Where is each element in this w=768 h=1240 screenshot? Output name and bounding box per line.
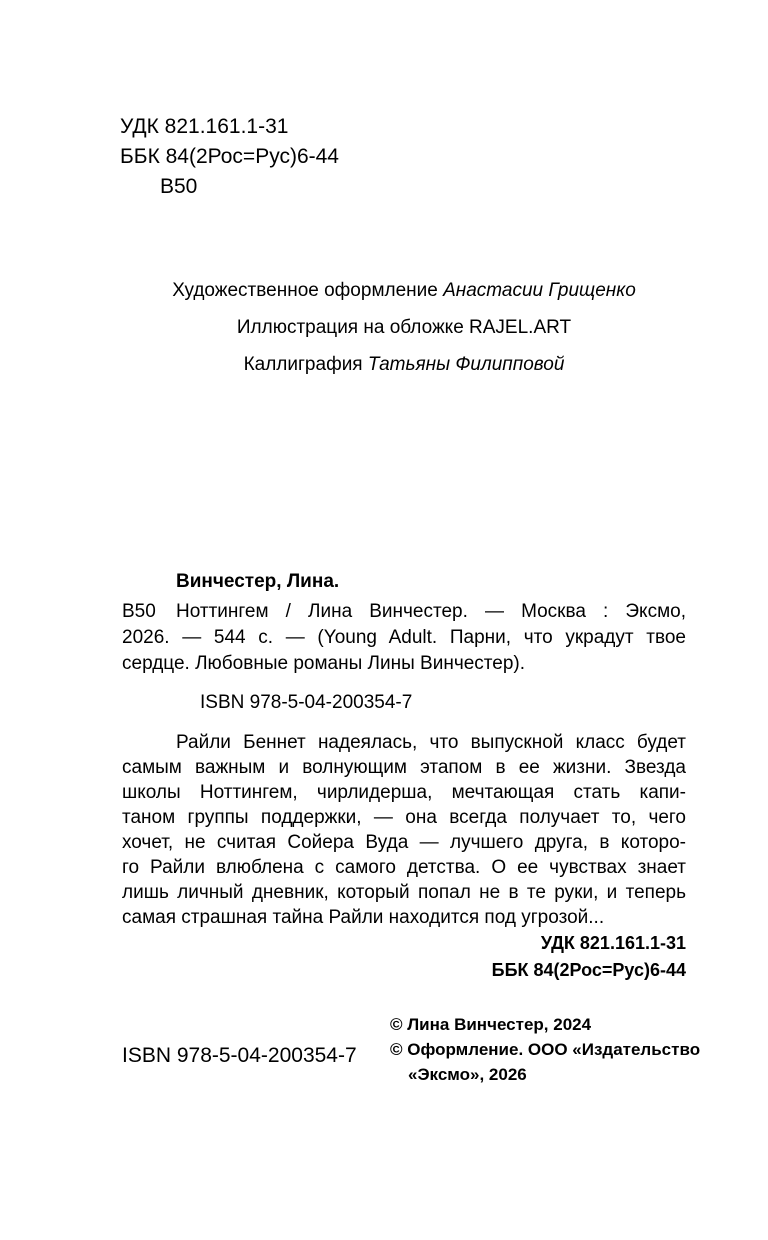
credit-art-direction <box>122 272 686 309</box>
credit-calligraphy-label: Каллиграфия <box>243 354 368 375</box>
credit-calligraphy <box>122 346 686 383</box>
annotation-line: Райли Беннет надеялась, что выпускной класс будет <box>176 732 686 753</box>
credit-calligraphy-name: Татьяны Филипповой <box>367 354 565 375</box>
top-codes-block <box>120 112 339 202</box>
author-sign-code: В50 <box>160 175 198 198</box>
catalog-isbn: ISBN 978-5-04-200354-7 <box>200 692 413 713</box>
credits-block <box>122 272 686 383</box>
copyright-author-line: © Лина Винчестер, 2024 <box>390 1015 592 1034</box>
bottom-codes-block <box>492 930 686 984</box>
credit-art-direction-name: Анастасии Грищенко <box>443 280 636 301</box>
credit-cover-illustration <box>122 309 686 346</box>
catalog-card-block <box>122 568 686 930</box>
catalog-author-heading: Винчестер, Лина. <box>176 571 340 592</box>
annotation-paragraph <box>122 730 686 930</box>
credit-art-direction-label: Художественное оформление <box>172 280 444 301</box>
annotation-line: самая страшная тайна Райли находится под угрозой... <box>122 907 605 928</box>
copyright-publisher-line: © Оформление. ООО «Издательство <box>390 1040 701 1059</box>
annotation-line: хочет, не считая Сойера Вуда — лучшего друга, в которо- <box>122 832 686 853</box>
isbn-bottom: ISBN 978-5-04-200354-7 <box>122 1044 357 1067</box>
annotation-line: школы Ноттингем, чирлидерша, мечтающая стать капи- <box>122 782 686 803</box>
catalog-entry-line: сердце. Любовные романы Лины Винчестер). <box>122 653 526 674</box>
udk-code: УДК 821.161.1-31 <box>120 115 289 138</box>
copyright-publisher-line-cont: «Эксмо», 2026 <box>408 1065 527 1084</box>
credit-cover-illustration-label: Иллюстрация на обложке RAJEL.ART <box>236 317 572 338</box>
annotation-line: лишь личный дневник, который попал не в те руки, и теперь <box>122 882 686 903</box>
catalog-margin-code: В50 <box>122 601 156 622</box>
catalog-entry-line: 2026. — 544 с. — (Young Adult. Парни, что украдут твое <box>122 627 686 648</box>
annotation-line: таном группы поддержки, — она всегда получает то, чего <box>122 807 686 828</box>
bbk-code-bottom: ББК 84(2Рос=Рус)6-44 <box>491 960 686 980</box>
annotation-line: го Райли влюблена с самого детства. О ее чувствах знает <box>122 857 686 878</box>
catalog-entry-line: Ноттингем / Лина Винчестер. — Москва : Эксмо, <box>176 601 686 622</box>
catalog-entry <box>122 599 686 677</box>
copyright-block <box>390 1012 700 1087</box>
bbk-code: ББК 84(2Рос=Рус)6-44 <box>120 145 339 168</box>
annotation-line: самым важным и волнующим этапом в ее жизни. Звезда <box>122 757 686 778</box>
udk-code-bottom: УДК 821.161.1-31 <box>540 933 686 953</box>
